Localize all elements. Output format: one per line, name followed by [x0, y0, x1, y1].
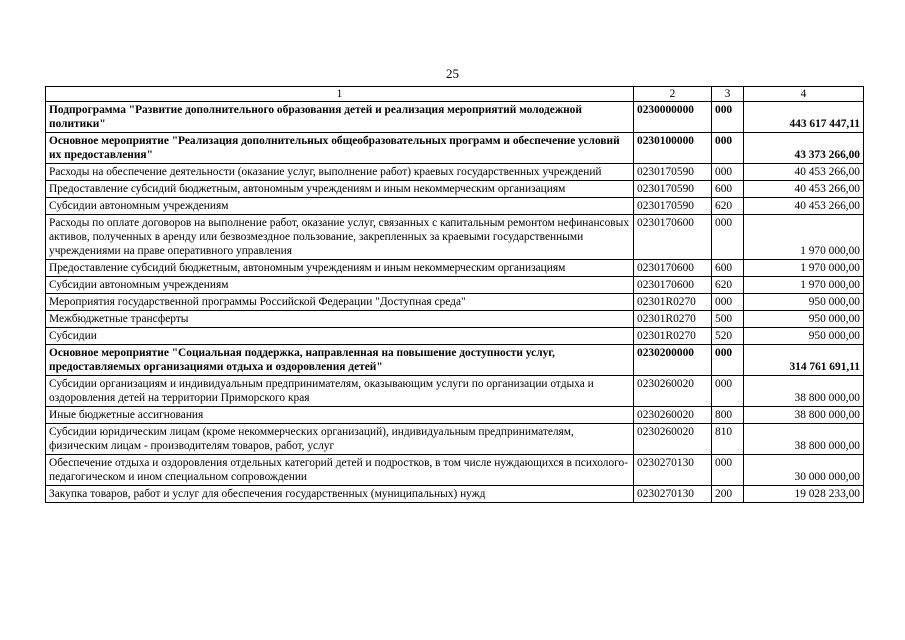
table-row	[46, 311, 864, 328]
header-col-3: 3	[712, 87, 744, 102]
row-sum-cell: 38 800 000,00	[744, 407, 864, 424]
page-number: 25	[446, 66, 459, 81]
row-code-cell: 0230100000	[634, 133, 712, 164]
row-name-cell: Межбюджетные трансферты	[46, 311, 634, 328]
table-row	[46, 260, 864, 277]
row-sum-cell: 40 453 266,00	[744, 164, 864, 181]
row-name-cell: Иные бюджетные ассигнования	[46, 407, 634, 424]
row-sum-cell: 1 970 000,00	[744, 215, 864, 260]
row-name-cell: Закупка товаров, работ и услуг для обеспечения государственных (муниципальных) нужд	[46, 486, 634, 503]
table-row	[46, 328, 864, 345]
row-name-cell: Подпрограмма "Развитие дополнительного образования детей и реализация мероприятий молодежной политики"	[46, 102, 634, 133]
row-name-cell: Субсидии	[46, 328, 634, 345]
row-code-cell: 0230260020	[634, 424, 712, 455]
row-sum-cell: 950 000,00	[744, 311, 864, 328]
row-type-cell: 800	[712, 407, 744, 424]
table-row	[46, 198, 864, 215]
row-code-cell: 0230270130	[634, 486, 712, 503]
table-row	[46, 407, 864, 424]
table-row	[46, 294, 864, 311]
table-row	[46, 486, 864, 503]
row-type-cell: 620	[712, 198, 744, 215]
row-code-cell: 0230170600	[634, 215, 712, 260]
row-code-cell: 02301R0270	[634, 328, 712, 345]
row-name-cell: Субсидии автономным учреждениям	[46, 198, 634, 215]
row-name-cell: Расходы по оплате договоров на выполнение работ, оказание услуг, связанных с капитальным ремонтом нефинансовых активов, полученных в аренду или безвозмездное пользование, закрепленных за краевыми государственными учреждениями на праве оперативного управления	[46, 215, 634, 260]
row-sum-cell: 950 000,00	[744, 328, 864, 345]
row-type-cell: 000	[712, 294, 744, 311]
table-row	[46, 215, 864, 260]
table-row	[46, 455, 864, 486]
budget-table	[45, 86, 864, 503]
row-sum-cell: 38 800 000,00	[744, 424, 864, 455]
table-row	[46, 181, 864, 198]
row-type-cell: 600	[712, 181, 744, 198]
table-row	[46, 133, 864, 164]
row-sum-cell: 40 453 266,00	[744, 198, 864, 215]
table-row	[46, 277, 864, 294]
row-type-cell: 000	[712, 455, 744, 486]
row-code-cell: 0230000000	[634, 102, 712, 133]
header-col-4: 4	[744, 87, 864, 102]
row-type-cell: 000	[712, 102, 744, 133]
row-name-cell: Субсидии юридическим лицам (кроме некоммерческих организаций), индивидуальным предпринимателям, физическим лицам - производителям товаров, работ, услуг	[46, 424, 634, 455]
row-name-cell: Мероприятия государственной программы Российской Федерации "Доступная среда"	[46, 294, 634, 311]
row-sum-cell: 19 028 233,00	[744, 486, 864, 503]
header-col-2: 2	[634, 87, 712, 102]
table-row	[46, 102, 864, 133]
row-code-cell: 0230170590	[634, 198, 712, 215]
row-type-cell: 000	[712, 133, 744, 164]
row-type-cell: 600	[712, 260, 744, 277]
row-type-cell: 810	[712, 424, 744, 455]
row-code-cell: 0230200000	[634, 345, 712, 376]
row-code-cell: 0230260020	[634, 407, 712, 424]
row-code-cell: 0230170600	[634, 260, 712, 277]
row-code-cell: 0230170600	[634, 277, 712, 294]
row-name-cell: Предоставление субсидий бюджетным, автономным учреждениям и иным некоммерческим организациям	[46, 181, 634, 198]
row-name-cell: Субсидии автономным учреждениям	[46, 277, 634, 294]
header-col-1: 1	[46, 87, 634, 102]
table-row	[46, 345, 864, 376]
table-header-row	[46, 87, 864, 102]
row-sum-cell: 40 453 266,00	[744, 181, 864, 198]
row-name-cell: Обеспечение отдыха и оздоровления отдельных категорий детей и подростков, в том числе нуждающихся в психолого-педагогическом и ином специальном сопровождении	[46, 455, 634, 486]
row-name-cell: Основное мероприятие "Социальная поддержка, направленная на повышение доступности услуг, предоставляемых организациями отдыха и оздоровления детей"	[46, 345, 634, 376]
row-type-cell: 620	[712, 277, 744, 294]
row-type-cell: 200	[712, 486, 744, 503]
row-type-cell: 500	[712, 311, 744, 328]
table-row	[46, 376, 864, 407]
row-sum-cell: 443 617 447,11	[744, 102, 864, 133]
row-sum-cell: 30 000 000,00	[744, 455, 864, 486]
row-type-cell: 520	[712, 328, 744, 345]
row-sum-cell: 1 970 000,00	[744, 277, 864, 294]
row-sum-cell: 950 000,00	[744, 294, 864, 311]
row-code-cell: 0230170590	[634, 164, 712, 181]
row-code-cell: 0230260020	[634, 376, 712, 407]
row-sum-cell: 43 373 266,00	[744, 133, 864, 164]
table-row	[46, 424, 864, 455]
row-code-cell: 0230170590	[634, 181, 712, 198]
row-sum-cell: 38 800 000,00	[744, 376, 864, 407]
row-type-cell: 000	[712, 215, 744, 260]
row-name-cell: Предоставление субсидий бюджетным, автономным учреждениям и иным некоммерческим организациям	[46, 260, 634, 277]
row-name-cell: Расходы на обеспечение деятельности (оказание услуг, выполнение работ) краевых государственных учреждений	[46, 164, 634, 181]
row-type-cell: 000	[712, 164, 744, 181]
row-name-cell: Субсидии организациям и индивидуальным предпринимателям, оказывающим услуги по организации отдыха и оздоровления детей на территории Приморского края	[46, 376, 634, 407]
row-name-cell: Основное мероприятие "Реализация дополнительных общеобразовательных программ и обеспечение условий их предоставления"	[46, 133, 634, 164]
row-type-cell: 000	[712, 376, 744, 407]
row-sum-cell: 1 970 000,00	[744, 260, 864, 277]
table-row	[46, 164, 864, 181]
row-type-cell: 000	[712, 345, 744, 376]
row-code-cell: 02301R0270	[634, 294, 712, 311]
row-sum-cell: 314 761 691,11	[744, 345, 864, 376]
row-code-cell: 02301R0270	[634, 311, 712, 328]
row-code-cell: 0230270130	[634, 455, 712, 486]
